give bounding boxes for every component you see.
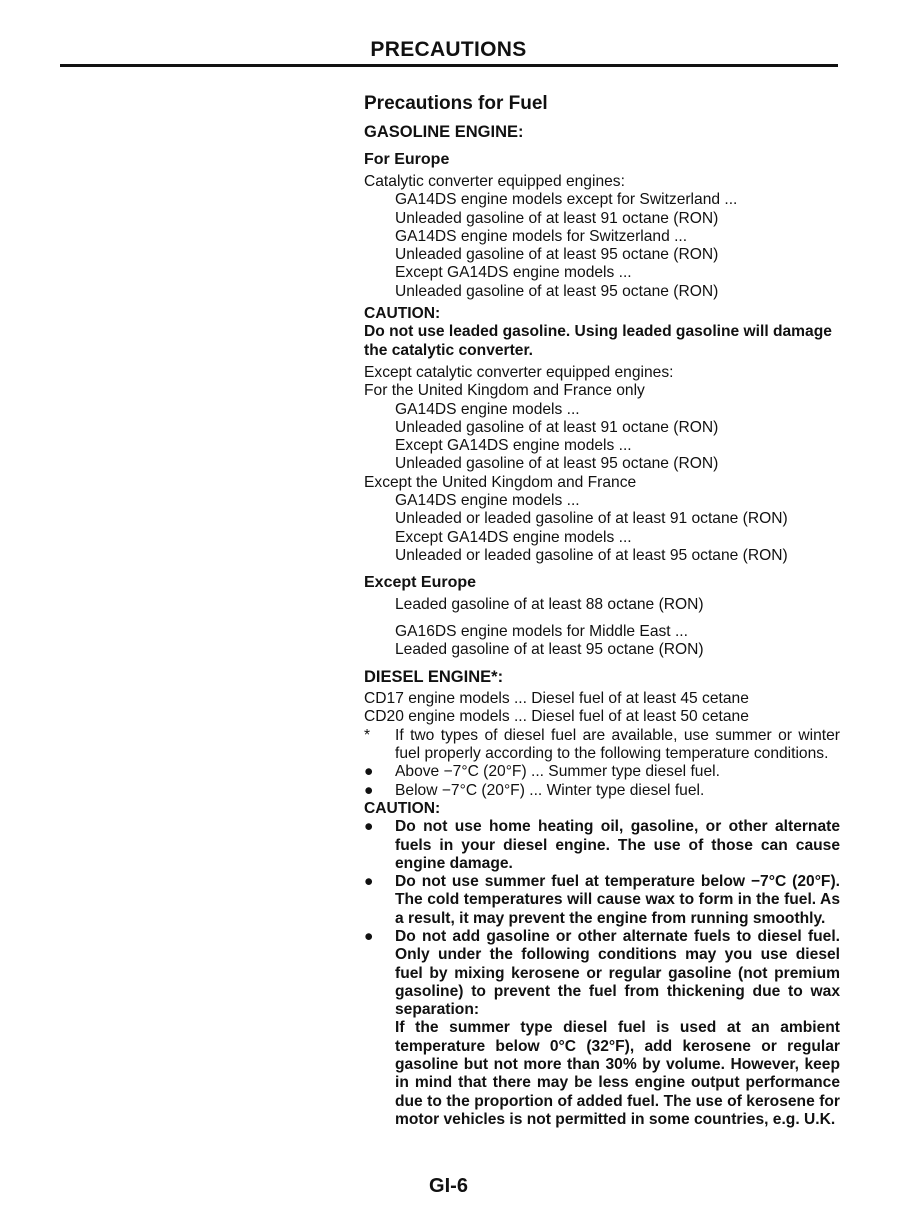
europe-line: Unleaded gasoline of at least 91 octane (RON) <box>395 209 719 227</box>
above-text: Above −7°C (20°F) ... Summer type diesel fuel. <box>395 763 720 781</box>
cd17-line: CD17 engine models ... Diesel fuel of at least 45 cetane <box>364 690 749 708</box>
bullet-below <box>364 782 840 800</box>
europe-line: GA14DS engine models for Switzerland ... <box>395 227 688 245</box>
except-uk-heading: Except the United Kingdom and France <box>364 473 637 491</box>
caution-1-text: Do not use home heating oil, gasoline, or other alternate fuels in your diesel engine. The use of those can cause engine damage. <box>395 818 840 872</box>
bullet-icon: ● <box>364 763 374 781</box>
except-catalytic-intro: Except catalytic converter equipped engines: <box>364 363 674 381</box>
diesel-caution-2 <box>364 873 840 928</box>
section-title: Precautions for Fuel <box>364 93 548 114</box>
diesel-heading: DIESEL ENGINE*: <box>364 668 504 687</box>
except-uk-line: Unleaded or leaded gasoline of at least 95 octane (RON) <box>395 546 788 564</box>
bullet-icon: ● <box>364 781 374 799</box>
diesel-caution-1 <box>364 818 840 873</box>
caution-3b-text: If the summer type diesel fuel is used at an ambient temperature below 0°C (32°F), add kerosene or regular gasoline but not more than 30% by volume. However, keep in mind that there may be less engine output performance due to the proportion of added fuel. The use of kerosene for motor vehicles is not permitted in some countries, e.g. U.K. <box>395 1019 840 1128</box>
uk-france-line: Unleaded gasoline of at least 95 octane (RON) <box>395 455 719 473</box>
caution-3a-text: Do not add gasoline or other alternate fuels to diesel fuel. Only under the following conditions may you use diesel fuel by mixing kerosene or regular gasoline (not premium gasoline) to prevent the fuel from thickening due to wax separation: <box>395 927 840 1019</box>
bullet-icon: ● <box>364 873 374 891</box>
except-europe-line: Leaded gasoline of at least 88 octane (RON) <box>395 596 704 614</box>
uk-france-line: GA14DS engine models ... <box>395 400 580 418</box>
caution-leaded-text: Do not use leaded gasoline. Using leaded gasoline will damage the catalytic converter. <box>364 323 832 359</box>
europe-line: Unleaded gasoline of at least 95 octane (RON) <box>395 282 719 300</box>
except-uk-line: Unleaded or leaded gasoline of at least 91 octane (RON) <box>395 510 788 528</box>
europe-line: GA14DS engine models except for Switzerland ... <box>395 191 738 209</box>
header-rule <box>60 64 838 67</box>
bullet-above <box>364 763 840 781</box>
europe-line: Except GA14DS engine models ... <box>395 264 632 282</box>
bullet-icon: ● <box>364 927 374 945</box>
except-europe-line: GA16DS engine models for Middle East ... <box>395 622 688 640</box>
caution-label: CAUTION: <box>364 305 441 323</box>
cd20-line: CD20 engine models ... Diesel fuel of at least 50 cetane <box>364 708 749 726</box>
diesel-caution-3 <box>364 928 840 1129</box>
catalytic-intro: Catalytic converter equipped engines: <box>364 173 625 190</box>
bullet-icon: ● <box>364 818 374 836</box>
diesel-caution-label: CAUTION: <box>364 799 441 817</box>
gasoline-heading: GASOLINE ENGINE: <box>364 123 524 141</box>
asterisk-note <box>364 727 840 764</box>
uk-france-line: Unleaded gasoline of at least 91 octane (RON) <box>395 418 719 436</box>
europe-line: Unleaded gasoline of at least 95 octane (RON) <box>395 246 719 264</box>
except-europe-heading: Except Europe <box>364 574 477 592</box>
caution-3-body <box>395 928 840 1129</box>
except-europe-line: Leaded gasoline of at least 95 octane (RON) <box>395 640 704 658</box>
below-text: Below −7°C (20°F) ... Winter type diesel fuel. <box>395 781 705 799</box>
for-europe-heading: For Europe <box>364 151 450 168</box>
caution-2-text: Do not use summer fuel at temperature below −7°C (20°F). The cold temperatures will cause wax to form in the fuel. As a result, it may prevent the engine from running smoothly. <box>395 873 840 927</box>
uk-france-line: Except GA14DS engine models ... <box>395 437 632 455</box>
asterisk-mark: * <box>364 726 371 744</box>
page-number: GI-6 <box>429 1175 468 1197</box>
page-content <box>364 92 840 1129</box>
asterisk-note-text: If two types of diesel fuel are available, use summer or winter fuel properly according to the following temperature conditions. <box>395 726 840 763</box>
except-uk-line: GA14DS engine models ... <box>395 492 580 510</box>
except-uk-line: Except GA14DS engine models ... <box>395 528 632 546</box>
page-header-title: PRECAUTIONS <box>370 38 527 61</box>
uk-france-heading: For the United Kingdom and France only <box>364 382 645 400</box>
